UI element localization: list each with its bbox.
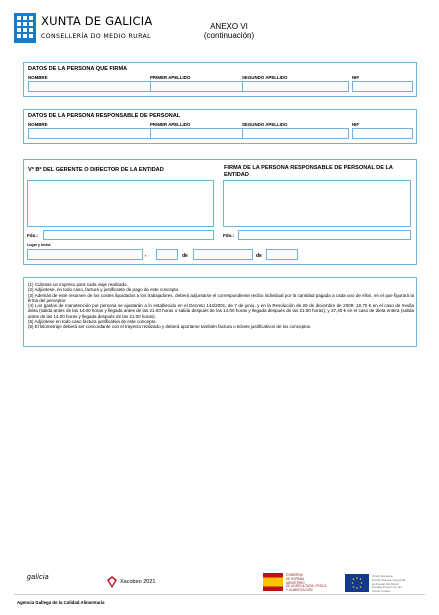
- director-signature-box[interactable]: [27, 180, 214, 227]
- eu-text-line-1: Unión Europea: [372, 574, 393, 578]
- director-fdo-label: Fdo.:: [27, 233, 39, 238]
- comma-separator: ,: [145, 252, 147, 258]
- eu-text-line-3: de Desarrollo Rural: [372, 581, 399, 586]
- signer-section-title: DATOS DE LA PERSONA QUE FIRMA: [28, 66, 128, 72]
- place-date-label: Lugar y fecha: [27, 243, 51, 247]
- responsible-fdo-label: Fdo.:: [223, 233, 235, 238]
- note-5: (5) Adjúntese en todo caso factura justificativa de este concepto.: [28, 319, 157, 325]
- eu-text-line-5: zonas rurales: [372, 589, 391, 594]
- xacobeo-logo-icon: [107, 576, 117, 588]
- note-2: (2) Adjúntese, en todo caso, factura y justificante de pago de este concepto.: [28, 287, 180, 293]
- de-separator-2: de: [256, 253, 262, 259]
- responsible-segundo-apellido-field[interactable]: [242, 128, 349, 139]
- xunta-logo-icon: [14, 13, 36, 43]
- org-department: CONSELLERÍA DO MEDIO RURAL: [41, 33, 152, 40]
- gov-text-line-3: MINISTERIO: [286, 580, 305, 585]
- signer-nif-field[interactable]: [352, 81, 413, 92]
- signatures-section: [23, 159, 417, 265]
- signer-segundo-apellido-field[interactable]: [242, 81, 349, 92]
- director-approval-title: Vº Bº DEL GERENTE O DIRECTOR DE LA ENTIDAD: [28, 167, 164, 173]
- signer-primer-apellido-label: PRIMER APELLIDO: [150, 75, 191, 80]
- responsible-section: [23, 109, 417, 144]
- signer-nombre-field[interactable]: [28, 81, 153, 92]
- eu-text-line-2: Fondo Europeo Agrícola: [372, 577, 406, 582]
- notes-section: [23, 277, 417, 347]
- day-field[interactable]: [156, 249, 178, 260]
- signer-section: [23, 62, 417, 97]
- note-3: (3) Además de este resumen de los costes liquidados a los trabajadores, deberá adjuntarse el correspondiente recibo individual por la cantidad pagada a cada uno de ellos, en el que figurará la firma del perceptor.: [28, 292, 414, 303]
- footer-agency-name: Agencia Gallega de la Calidad Alimentaria: [17, 600, 105, 605]
- eu-flag-icon: [345, 574, 369, 592]
- responsible-signature-box[interactable]: [223, 180, 411, 227]
- responsible-section-title: DATOS DE LA PERSONA RESPONSABLE DE PERSONAL: [28, 113, 181, 119]
- spain-ministry-text: [286, 574, 326, 593]
- responsible-primer-apellido-label: PRIMER APELLIDO: [150, 122, 191, 127]
- gov-text-line-4: DE AGRICULTURA, PESCA: [286, 584, 327, 589]
- director-fdo-field[interactable]: [43, 230, 214, 240]
- eu-text-line-4: Europa invierte en las: [372, 585, 402, 590]
- note-6: (6) El kilometraje deberá ser concordante con el trayecto realizado y deberá aportarse también factura o tickets justificativos de los conceptos.: [28, 324, 312, 330]
- org-name: XUNTA DE GALICIA: [41, 14, 153, 28]
- gov-text-line-5: Y ALIMENTACIÓN: [286, 588, 313, 593]
- note-4: (4) Los gastos de manutención por persona se ajustarán a lo establecido en el Decreto 144/2001, de 7 de junio, y en la Resolución de 29 de diciembre de 2009: 18,70 € en el caso de media dieta (salida antes de las 14.00 horas y llegada antes de las 21.00 horas o salida después de las 14.00 horas y llegada después de las 21.00 horas); y 37,40 € en el caso de dieta entera (salida antes de las 14.00 horas y llegada después de las 21.00 horas).: [28, 303, 414, 319]
- anexo-title: ANEXO VI: [210, 22, 248, 31]
- year-field[interactable]: [266, 249, 298, 260]
- responsible-nif-field[interactable]: [352, 128, 413, 139]
- responsible-signature-title: FIRMA DE LA PERSONA RESPONSABLE DE PERSONAL DE LA ENTIDAD: [224, 165, 393, 178]
- responsible-segundo-apellido-label: SEGUNDO APELLIDO: [242, 122, 288, 127]
- footer-divider: [14, 594, 425, 595]
- month-field[interactable]: [193, 249, 253, 260]
- responsible-nif-label: NIF: [352, 122, 360, 127]
- eu-fund-text: [372, 575, 405, 594]
- xacobeo-logo-text: Xacobeo 2021: [120, 579, 156, 585]
- responsible-fdo-field[interactable]: [238, 230, 411, 240]
- notes-list: [28, 282, 414, 330]
- gov-text-line-2: DE ESPAÑA: [286, 576, 305, 581]
- responsible-nombre-label: NOMBRE: [28, 122, 48, 127]
- spain-government-emblem-icon: [263, 573, 283, 591]
- de-separator-1: de: [182, 253, 188, 259]
- responsible-nombre-field[interactable]: [28, 128, 153, 139]
- signer-segundo-apellido-label: SEGUNDO APELLIDO: [242, 75, 288, 80]
- place-field[interactable]: [27, 249, 143, 260]
- gov-text-line-1: GOBIERNO: [286, 573, 304, 577]
- signer-nif-label: NIF: [352, 75, 360, 80]
- note-1: (1) Cubrase un impreso para cada viaje realizado.: [28, 282, 128, 287]
- galicia-logo: galicia: [27, 574, 49, 581]
- signer-nombre-label: NOMBRE: [28, 75, 48, 80]
- anexo-subtitle: (continuación): [203, 31, 255, 40]
